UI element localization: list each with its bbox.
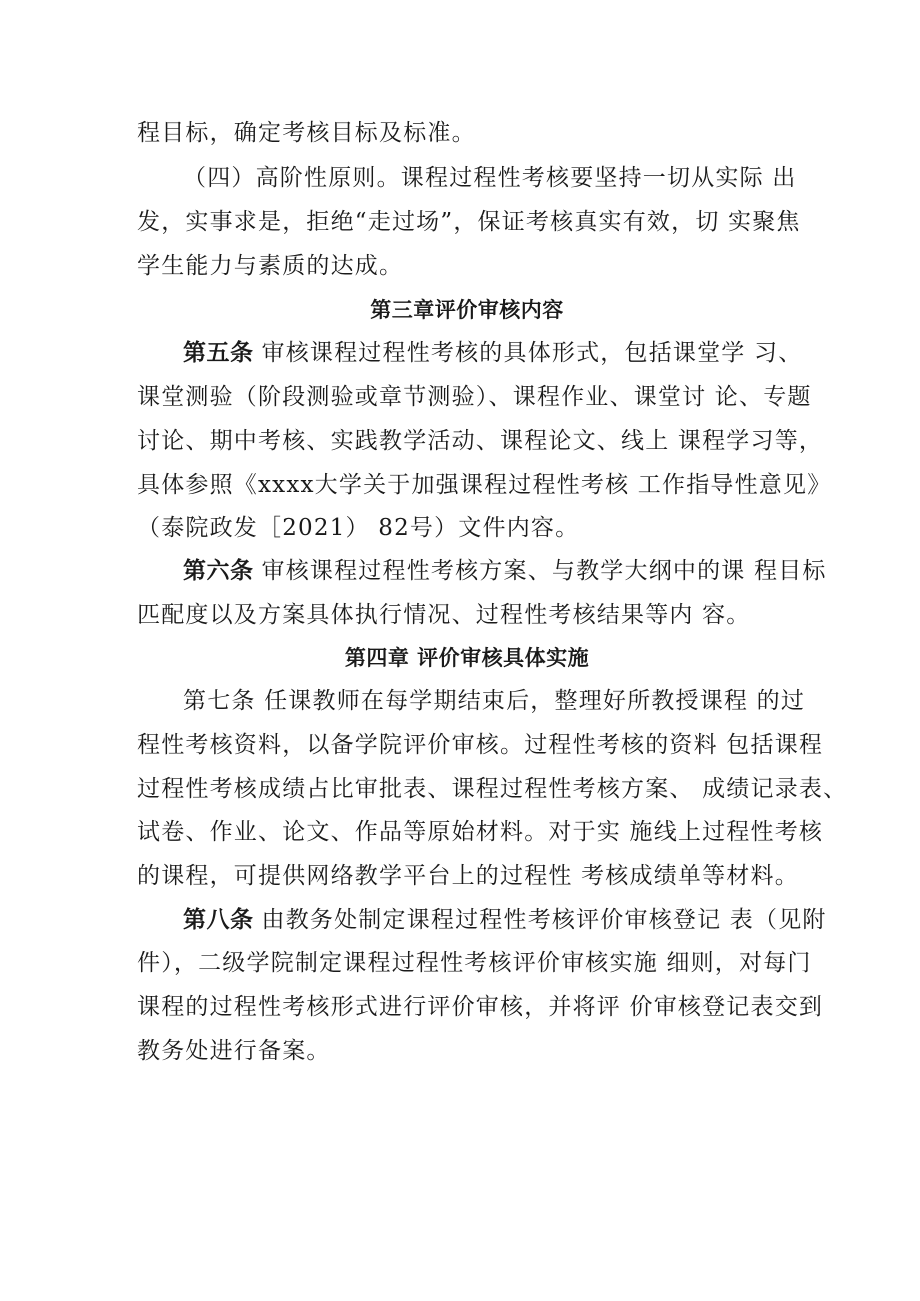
paragraph-line: 程性考核资料，以备学院评价审核。过程性考核的资料 包括课程 — [137, 732, 824, 758]
chapter-heading: 第三章评价审核内容 — [370, 298, 564, 322]
article-text: 审核课程过程性考核方案、与教学大纲中的课 程目标 — [261, 558, 827, 584]
article-text: 由教务处制定课程过程性考核评价审核登记 表（见附 — [261, 907, 827, 933]
paragraph-line: 件），二级学院制定课程过程性考核评价审核实施 细则，对每门 — [137, 950, 812, 976]
paragraph-line: 发，实事求是，拒绝“走过场”，保证考核真实有效，切 实聚焦 — [137, 209, 801, 235]
article-label: 第六条 — [183, 558, 254, 584]
article-label: 第八条 — [183, 907, 254, 933]
chapter-heading: 第四章 评价审核具体实施 — [344, 646, 590, 670]
paragraph-line: 试卷、作业、论文、作品等原始材料。对于实 施线上过程性考核 — [137, 819, 824, 845]
paragraph-line: 具体参照《xxxx大学关于加强课程过程性考核 工作指导性意见》 — [137, 472, 832, 498]
paragraph-line: 教务处进行备案。 — [137, 1038, 331, 1064]
paragraph-line: （四）高阶性原则。课程过程性考核要坚持一切从实际 出 — [183, 165, 797, 191]
paragraph-line: 程目标，确定考核目标及标准。 — [137, 120, 476, 146]
article-text: 审核课程过程性考核的具体形式，包括课堂学 习、 — [261, 340, 803, 366]
paragraph-line: 匹配度以及方案具体执行情况、过程性考核结果等内 容。 — [137, 602, 751, 628]
paragraph-line: 第七条 任课教师在每学期结束后，整理好所教授课程 的过 — [183, 688, 806, 714]
paragraph-line: 学生能力与素质的达成。 — [137, 253, 404, 279]
article-line — [183, 905, 827, 935]
paragraph-line: 的课程，可提供网络教学平台上的过程性 考核成绩单等材料。 — [137, 863, 799, 889]
paragraph-line: 课堂测验（阶段测验或章节测验）、课程作业、课堂讨 论、专题 — [137, 384, 812, 410]
paragraph-line: 讨论、期中考核、实践教学活动、课程论文、线上 课程学习等， — [137, 428, 824, 454]
article-label: 第五条 — [183, 340, 254, 366]
paragraph-line: 课程的过程性考核形式进行评价审核，并将评 价审核登记表交到 — [137, 994, 824, 1020]
paragraph-line: 过程性考核成绩占比审批表、课程过程性考核方案、 成绩记录表、 — [137, 776, 848, 802]
article-line — [183, 338, 803, 368]
article-line — [183, 556, 827, 586]
paragraph-line: （泰院政发［2021） 82号）文件内容。 — [137, 515, 580, 541]
